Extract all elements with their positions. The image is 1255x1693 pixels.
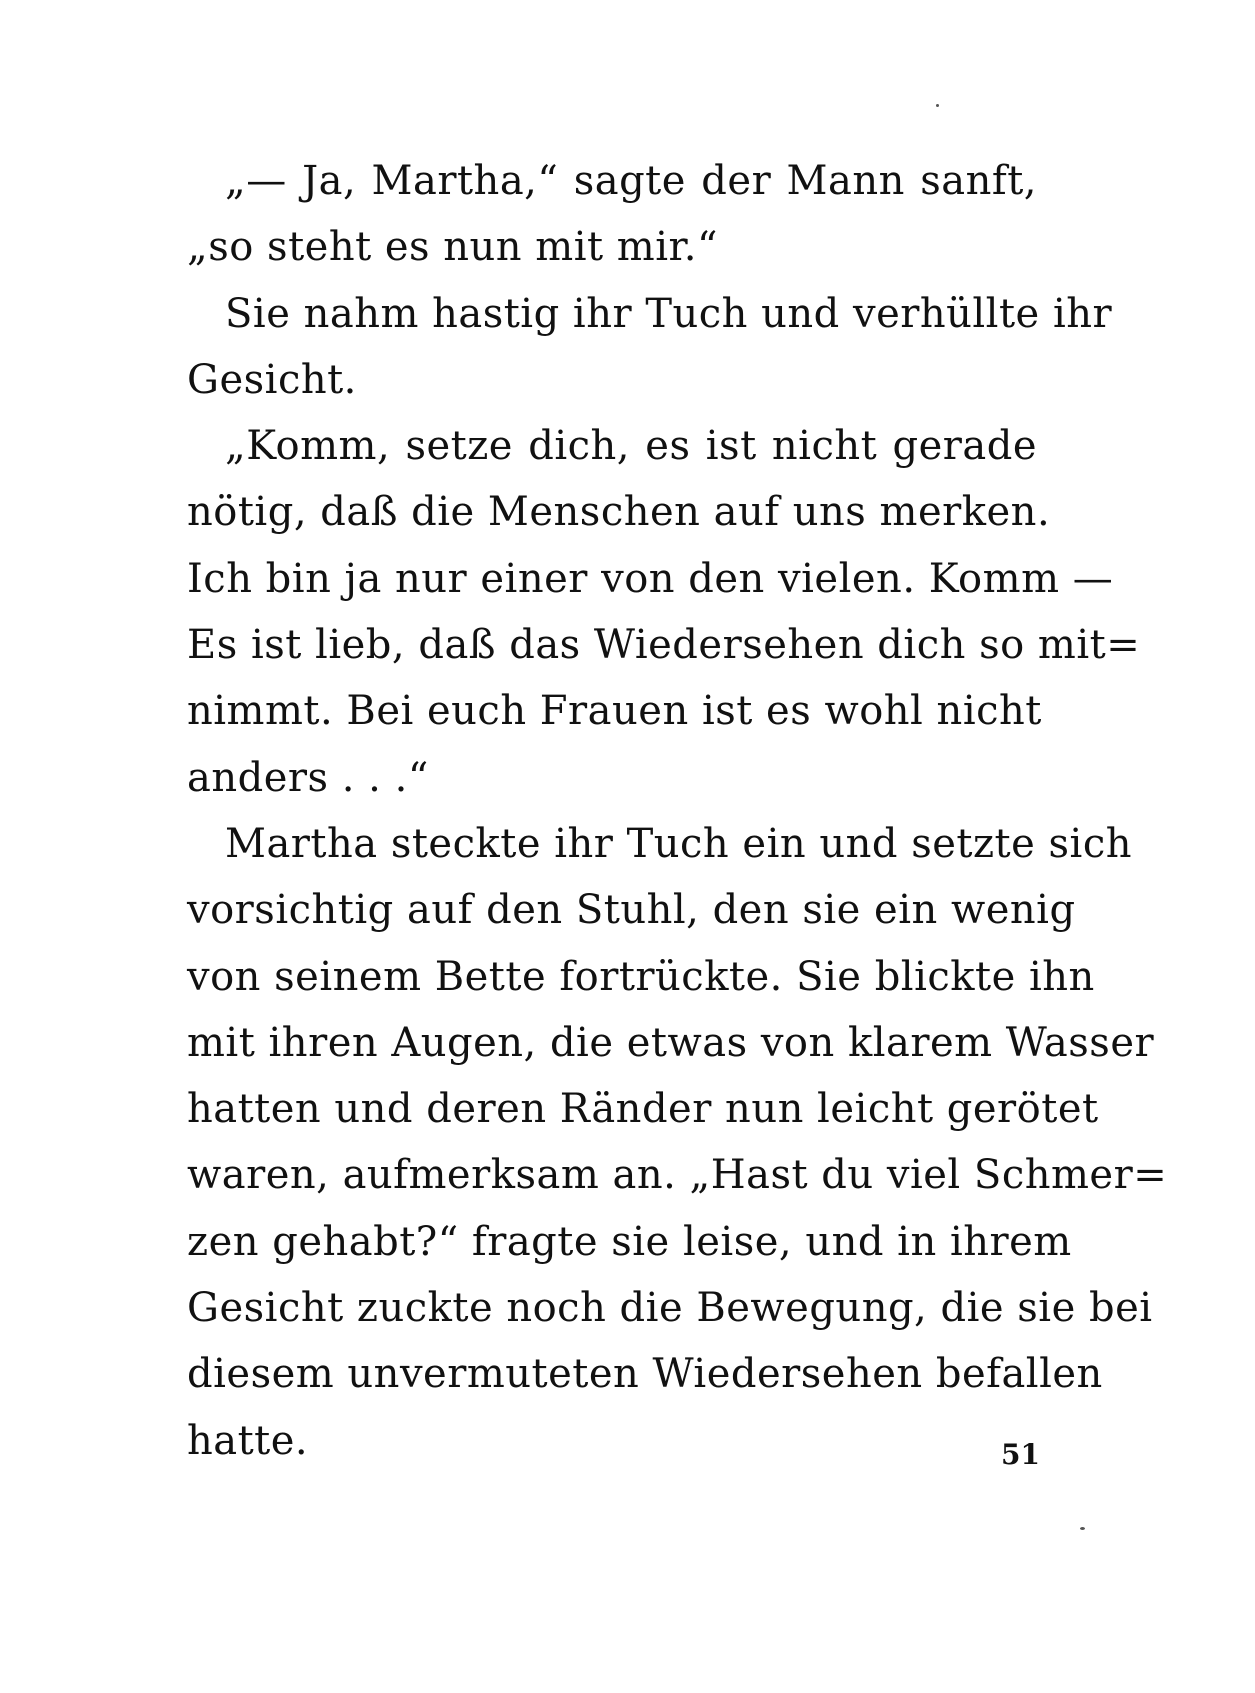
text-line: Es ist lieb, daß das Wiedersehen dich so mit= [187,622,1141,669]
text-line: Gesicht zuckte noch die Bewegung, die sie bei [187,1285,1153,1332]
text-line: hatten und deren Ränder nun leicht gerötet [187,1086,1099,1133]
text-line: Gesicht. [187,356,357,403]
print-speck [1080,1527,1085,1530]
text-line: Martha steckte ihr Tuch ein und setzte sich [225,820,1132,867]
text-line: „so steht es nun mit mir.“ [187,224,718,271]
text-line: anders . . .“ [187,754,429,801]
body-text [187,148,1168,1474]
text-line: mit ihren Augen, die etwas von klarem Wasser [187,1019,1155,1066]
page-number: 51 [1001,1438,1040,1471]
text-line: Ich bin ja nur einer von den vielen. Komm — [187,555,1114,602]
text-line: vorsichtig auf den Stuhl, den sie ein wenig [187,887,1076,934]
text-line: zen gehabt?“ fragte sie leise, und in ihrem [187,1218,1072,1265]
text-line: waren, aufmerksam an. „Hast du viel Schmer= [187,1152,1168,1199]
text-line: hatte. [187,1417,309,1464]
text-line: „Komm, setze dich, es ist nicht gerade [225,423,1037,470]
print-speck [936,104,939,107]
text-line: nötig, daß die Menschen auf uns merken. [187,489,1051,536]
text-line: Sie nahm hastig ihr Tuch und verhüllte ihr [225,290,1113,337]
text-line: nimmt. Bei euch Frauen ist es wohl nicht [187,688,1042,735]
text-line: „— Ja, Martha,“ sagte der Mann sanft, [225,158,1037,204]
text-line: von seinem Bette fortrückte. Sie blickte ihn [187,953,1095,1000]
text-line: diesem unvermuteten Wiedersehen befallen [187,1351,1103,1398]
